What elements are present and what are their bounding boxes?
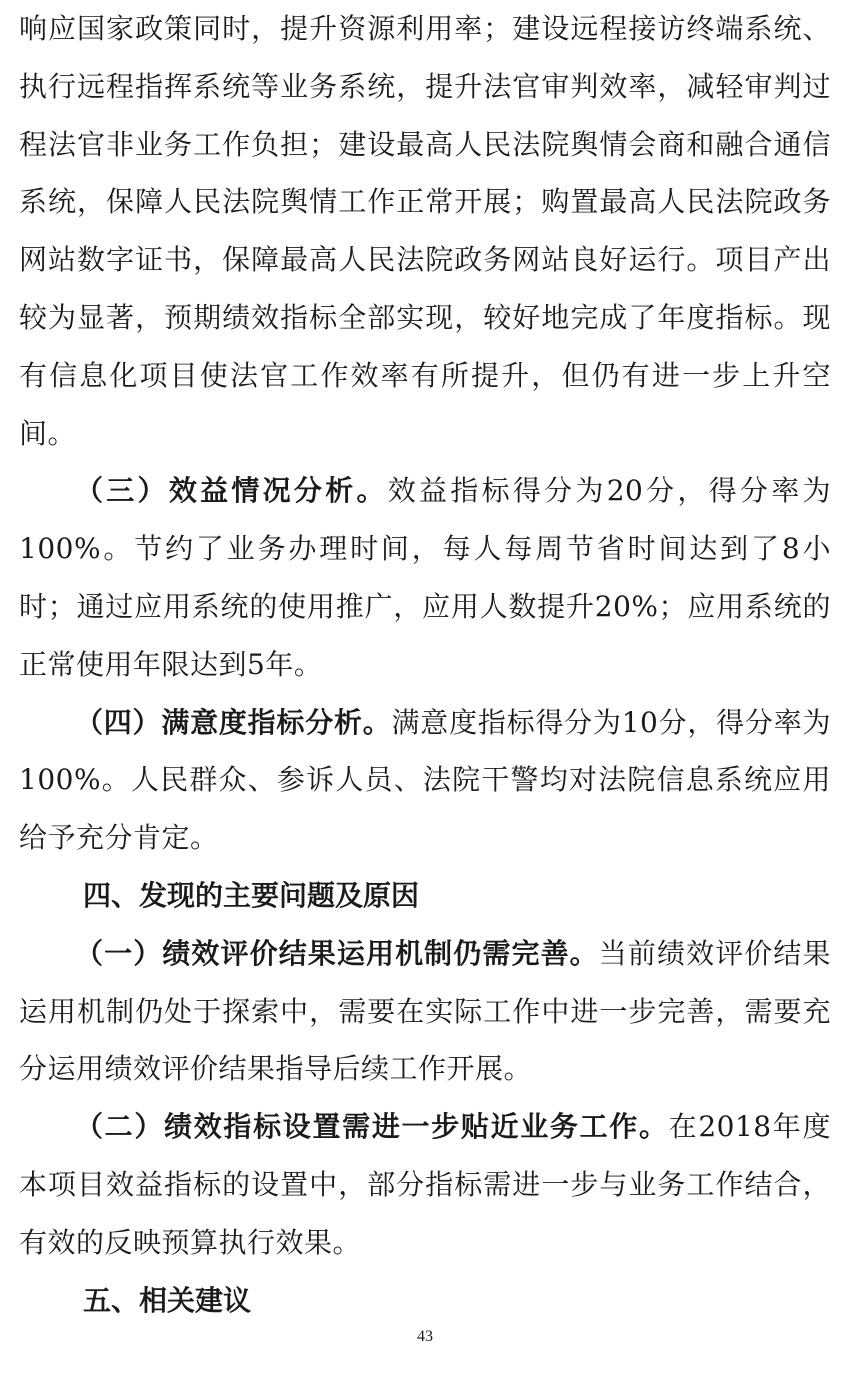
paragraph-body: 效益指标得分为20分，得分率为100%。节约了业务办理时间，每人每周节省时间达到了8小时；通过应用系统的使用推广，应用人数提升20%；应用系统的正常使用年限达到5年。 <box>19 474 831 681</box>
subsection-title-problem-one: （一）绩效评价结果运用机制仍需完善。 <box>75 936 599 970</box>
section-heading-suggestions: 五、相关建议 <box>83 1283 252 1317</box>
page-number: 43 <box>417 1328 433 1345</box>
subsection-title-satisfaction: （四）满意度指标分析。 <box>75 705 392 739</box>
paragraph-satisfaction-analysis <box>19 694 831 867</box>
paragraph-problem-one <box>19 925 831 1098</box>
paragraph-body: 当前绩效评价结果运用机制仍处于探索中，需要在实际工作中进一步完善，需要充分运用绩效评价结果指导后续工作开展。 <box>19 936 831 1086</box>
section-heading-problems: 四、发现的主要问题及原因 <box>83 878 420 912</box>
paragraph-continuation: 响应国家政策同时，提升资源利用率；建设远程接访终端系统、执行远程指挥系统等业务系统，提升法官审判效率，减轻审判过程法官非业务工作负担；建设最高人民法院舆情会商和融合通信系统，保障人民法院舆情工作正常开展；购置最高人民法院政务网站数字证书，保障最高人民法院政务网站良好运行。项目产出较为显著，预期绩效指标全部实现，较好地完成了年度指标。现有信息化项目使法官工作效率有所提升，但仍有进一步上升空间。 <box>19 12 831 450</box>
document-body <box>19 0 831 1329</box>
paragraph-problem-two <box>19 1098 831 1271</box>
paragraph-body: 满意度指标得分为10分，得分率为100%。人民群众、参诉人员、法院干警均对法院信息系统应用给予充分肯定。 <box>19 705 831 855</box>
subsection-title-problem-two: （二）绩效指标设置需进一步贴近业务工作。 <box>75 1110 669 1144</box>
paragraph-body: 在2018年度本项目效益指标的设置中，部分指标需进一步与业务工作结合，有效的反映预算执行效果。 <box>19 1110 831 1259</box>
subsection-title-benefit: （三）效益情况分析。 <box>75 474 388 508</box>
paragraph-benefit-analysis <box>19 462 831 693</box>
